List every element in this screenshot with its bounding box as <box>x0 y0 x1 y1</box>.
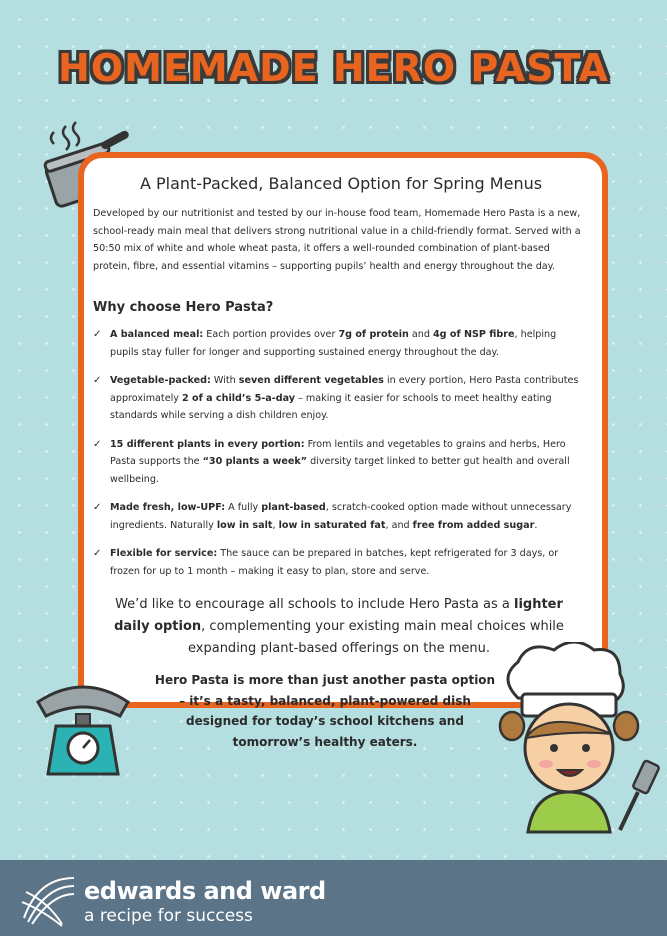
benefit-item <box>93 326 587 361</box>
benefit-text <box>110 439 570 485</box>
check-icon: ✓ <box>93 502 102 513</box>
body-text: Each portion provides over <box>203 329 339 340</box>
body-text: , <box>272 519 279 531</box>
emphasis-text: free from added sugar <box>412 519 535 531</box>
emphasis-text: A balanced meal: <box>110 329 204 340</box>
emphasis-text: 4g of NSP fibre <box>433 329 515 340</box>
check-icon: ✓ <box>93 438 102 450</box>
benefit-text <box>110 375 578 421</box>
body-text: , helping pupils stay fuller for longer and supporting sustained energy throughout the day. <box>110 329 557 358</box>
emphasis-text: 15 different plants in every portion: <box>110 438 305 450</box>
body-text: We’d like to encourage all schools to include Hero Pasta as a <box>115 597 514 612</box>
body-text: , scratch-cooked option made without unnecessary ingredients. Naturally <box>110 502 572 531</box>
body-text: . <box>534 519 538 531</box>
body-text: A fully <box>225 502 262 513</box>
body-text: The sauce can be prepared in batches, kept refrigerated for 3 days, or frozen for up to 1 month – making it easy to plan, store and serve. <box>110 548 559 577</box>
why-heading: Why choose Hero Pasta? <box>93 300 274 315</box>
body-text: , and <box>385 519 413 531</box>
subtitle: A Plant-Packed, Balanced Option for Spring Menus <box>139 174 543 193</box>
emphasis-text: seven different vegetables <box>238 375 384 386</box>
emphasis-text: low in saturated fat <box>278 519 386 531</box>
emphasis-text: 7g of protein <box>338 329 409 340</box>
body-text: With <box>210 375 239 386</box>
emphasis-text: Made fresh, low-UPF: <box>110 502 226 513</box>
body-text: and <box>408 329 433 340</box>
page-title: HOMEMADE HERO PASTA <box>58 46 609 90</box>
benefit-text <box>110 548 558 577</box>
closing-statement: Hero Pasta is more than just another pasta option – it’s a tasty, balanced, plant-powered dish designed for today’s school kitchens and tomorrow’s healthy eaters. <box>154 673 496 749</box>
body-text: , complementing your existing main meal choices while expanding plant-based offerings on the menu. <box>188 619 564 656</box>
emphasis-text: Vegetable-packed: <box>110 375 211 386</box>
emphasis-text: lighter daily option <box>114 597 563 634</box>
check-icon: ✓ <box>93 548 102 559</box>
emphasis-text: low in salt <box>216 519 273 531</box>
intro-paragraph: Developed by our nutritionist and tested by our in-house food team, Homemade Hero Pasta is a new, school-ready main meal that delivers strong nutritional value in a child-friendly format. Served with a 50:50 mix of white and whole wheat pasta, it offers a well-rounded combination of plant-based protein, fibre, and essential vitamins – supporting pupils’ health and energy throughout the day. <box>93 208 581 272</box>
emphasis-text: “30 plants a week” <box>202 456 308 467</box>
check-icon: ✓ <box>93 329 102 340</box>
brand-tagline: a recipe for success <box>84 906 253 926</box>
benefit-text <box>110 502 571 531</box>
emphasis-text: 2 of a child’s 5-a-day <box>182 392 296 404</box>
body-text: – making it easier for schools to meet healthy eating standards while serving a dish children enjoy. <box>110 392 552 421</box>
body-text: in every portion, Hero Pasta contributes approximately <box>110 375 579 404</box>
emphasis-text: plant-based <box>261 502 326 513</box>
benefits-list <box>93 326 587 591</box>
brand-name: edwards and ward <box>84 877 326 905</box>
chef-girl-icon <box>488 642 667 852</box>
benefit-item <box>93 436 587 489</box>
benefit-item <box>93 372 587 425</box>
check-icon: ✓ <box>93 375 102 386</box>
benefit-text <box>110 329 556 358</box>
emphasis-text: Flexible for service: <box>110 548 218 559</box>
body-text: diversity target linked to better gut health and overall wellbeing. <box>110 456 570 485</box>
kitchen-scale-icon <box>28 672 138 782</box>
body-text: From lentils and vegetables to grains and herbs, Hero Pasta supports the <box>110 438 566 467</box>
benefit-item <box>93 499 587 534</box>
whisk-logo-icon <box>18 872 78 928</box>
benefit-item <box>93 545 587 580</box>
